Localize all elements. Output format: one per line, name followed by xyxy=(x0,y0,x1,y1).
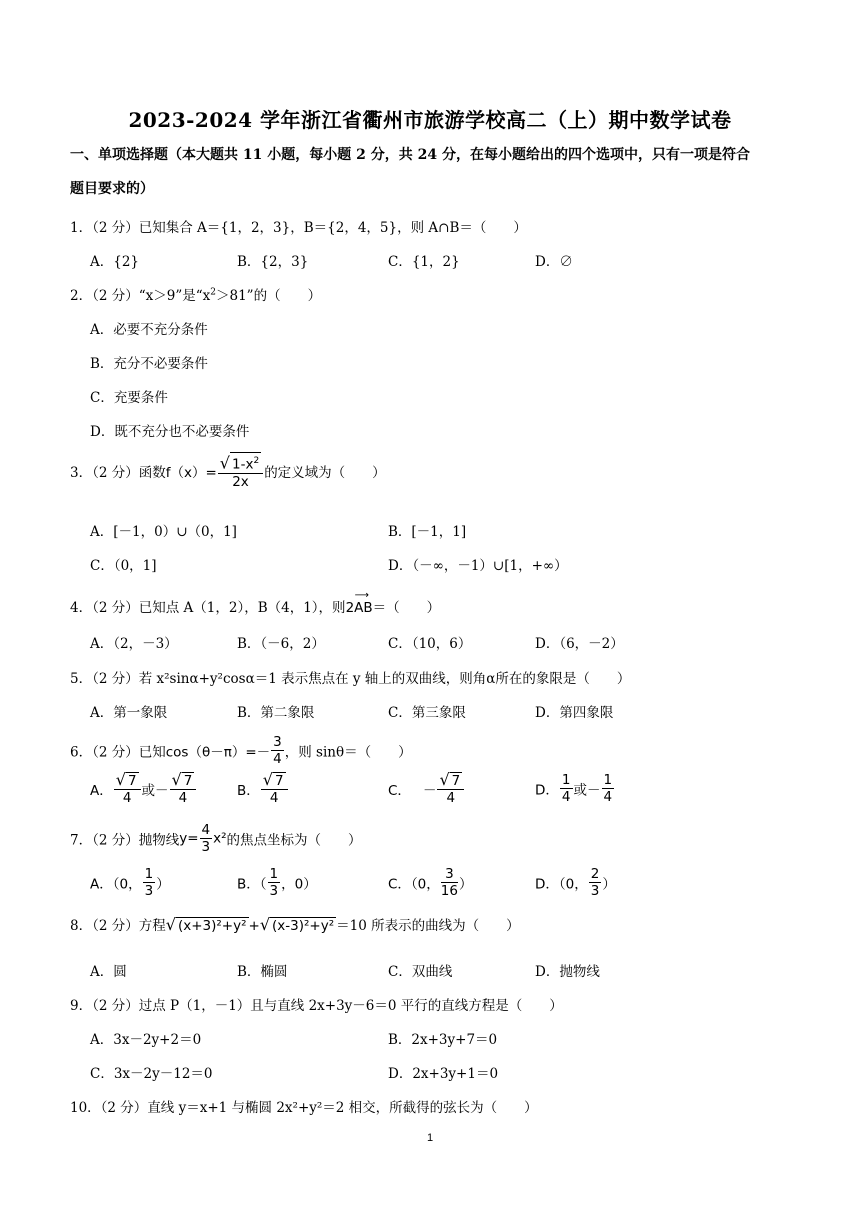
question-suffix: 的定义域为（ ） xyxy=(264,464,386,481)
option-c: C．3x－2y－12＝0 xyxy=(90,1066,213,1082)
option-a: A．第一象限 xyxy=(90,705,168,721)
option-d: D．第四象限 xyxy=(535,705,614,721)
vector-2ab: ⟶ 2AB xyxy=(345,590,373,616)
option-c: C．第三象限 xyxy=(388,705,466,721)
option-a: A．必要不充分条件 xyxy=(90,322,208,338)
option-c: C．充要条件 xyxy=(90,390,168,406)
exam-title: 2023-2024 学年浙江省衢州市旅游学校高二（上）期中数学试卷 xyxy=(128,108,732,132)
question-number: 1．（2 分） xyxy=(70,220,139,236)
question-text-b: ＞81”的（ ） xyxy=(216,288,322,304)
radicand: 1-x xyxy=(232,456,254,473)
option-b: B．椭圆 xyxy=(237,964,288,980)
question-5 xyxy=(70,667,630,687)
fraction: $\frac{4}{3}$ xyxy=(201,822,211,855)
question-text: 若 x²sinα+y²cosα＝1 表示焦点在 y 轴上的双曲线，则角α所在的象限是（ ） xyxy=(138,671,631,687)
question-text-a: “x＞9”是“x xyxy=(138,288,211,304)
page-number: 1 xyxy=(426,1132,434,1144)
question-suffix: ＝10 所表示的曲线为（ ） xyxy=(336,918,520,934)
option-a: A．圆 xyxy=(90,964,127,980)
option-c: C．（0，1] xyxy=(90,558,157,574)
question-number: 8．（2 分） xyxy=(70,918,139,934)
question-text: 直线 y＝x+1 与椭圆 2x²+y²＝2 相交，所截得的弦长为（ ） xyxy=(147,1100,538,1116)
question-1 xyxy=(70,216,527,236)
section-heading xyxy=(70,138,800,206)
question-7: 7．（2 分）抛物线y= $\frac{4}{3}$ x²的焦点坐标为（ ） xyxy=(70,822,362,855)
option-b: B．2x+3y+7＝0 xyxy=(388,1032,498,1048)
question-number: 7．（2 分） xyxy=(70,832,139,849)
question-number: 6．（2 分） xyxy=(70,744,139,761)
option-c: C．双曲线 xyxy=(388,964,453,980)
option-b: B．充分不必要条件 xyxy=(90,356,208,372)
option-b: B． $\frac{√ 7}{4}$ xyxy=(237,772,289,806)
question-prefix: 函数 xyxy=(138,464,166,481)
option-c: C．{1，2} xyxy=(388,254,460,270)
sqrt-term-2: √ (x-3)²+y² xyxy=(259,915,335,934)
question-prefix: 已知 xyxy=(138,744,166,761)
option-d: D．（6，－2） xyxy=(535,636,624,652)
question-text: 已知集合 A＝{1，2，3}，B＝{2，4，5}，则 A∩B＝（ ） xyxy=(138,220,527,236)
option-c: C．（0， $\frac{3}{16}$ ） xyxy=(388,866,473,899)
section-heading-line2: 题目要求的） xyxy=(70,181,154,197)
question-number: 5．（2 分） xyxy=(70,671,139,687)
option-a: A．（0， $\frac{1}{3}$ ） xyxy=(90,866,170,899)
question-9 xyxy=(70,994,563,1014)
option-a: A．{2} xyxy=(90,254,140,270)
question-number: 3．（2 分） xyxy=(70,464,139,481)
option-c: C．（10，6） xyxy=(388,636,472,652)
option-d: D． $\frac{1}{4}$ 或－ $\frac{1}{4}$ xyxy=(535,772,613,805)
question-number: 2．（2 分） xyxy=(70,288,139,304)
question-2 xyxy=(70,284,321,304)
superscript: 2 xyxy=(210,287,216,298)
option-a: A．[－1，0）∪（0，1] xyxy=(90,524,237,540)
question-6 xyxy=(70,734,412,767)
question-10 xyxy=(70,1096,538,1116)
option-b: B．（－6，2） xyxy=(237,636,325,652)
cos-expression: cos（θ－π）=－ xyxy=(165,744,271,761)
option-a: A．3x－2y+2＝0 xyxy=(90,1032,202,1048)
question-suffix: 的焦点坐标为（ ） xyxy=(226,832,362,849)
vector-arrow-icon: ⟶ xyxy=(354,590,369,601)
question-4 xyxy=(70,590,441,616)
question-3 xyxy=(70,452,386,490)
question-prefix: 方程 xyxy=(138,918,166,934)
option-b: B．（ $\frac{1}{3}$ ，0） xyxy=(237,866,317,899)
question-number: 10．（2 分） xyxy=(70,1100,148,1116)
option-d: D．2x+3y+1＝0 xyxy=(388,1066,499,1082)
option-b: B．第二象限 xyxy=(237,705,315,721)
question-number: 4．（2 分） xyxy=(70,600,139,616)
question-text-a: 已知点 A（1，2），B（4，1），则 xyxy=(138,600,346,616)
section-heading-line1: 一、单项选择题（本大题共 11 小题，每小题 2 分，共 24 分，在每小题给出的四个选项中，只有一项是符合 xyxy=(70,147,750,163)
question-text-b: ＝（ ） xyxy=(372,600,441,616)
question-text: 过点 P（1，－1）且与直线 2x+3y－6＝0 平行的直线方程是（ ） xyxy=(138,998,563,1014)
option-d: D．（－∞，－1）∪[1，+∞） xyxy=(388,558,568,574)
option-c: C． － $\frac{√ 7}{4}$ xyxy=(388,772,465,806)
option-d: D．抛物线 xyxy=(535,964,600,980)
option-b: B．{2，3} xyxy=(237,254,309,270)
function-label: f（x）= xyxy=(165,464,217,481)
fraction: $\frac{3}{4}$ xyxy=(273,734,282,767)
fraction: $\frac{√ 1-x^2}{2x}$ xyxy=(218,452,263,490)
question-prefix: 抛物线 xyxy=(138,832,180,849)
option-d: D．（0， $\frac{2}{3}$ ） xyxy=(535,866,616,899)
option-d: D．∅ xyxy=(535,254,573,270)
option-a: A．（2，－3） xyxy=(90,636,178,652)
question-suffix: ，则 sinθ＝（ ） xyxy=(284,744,412,761)
question-number: 9．（2 分） xyxy=(70,998,139,1014)
option-d: D．既不充分也不必要条件 xyxy=(90,424,250,440)
option-b: B．[－1，1] xyxy=(388,524,467,540)
denominator: 2x xyxy=(232,473,249,490)
question-8: 8．（2 分）方程√ (x+3)²+y² +√ (x-3)²+y² ＝10 所表示的曲线为（ ） xyxy=(70,915,520,934)
option-a: A． $\frac{√ 7}{4}$ 或－ $\frac{√ 7}{4}$ xyxy=(90,772,197,806)
sqrt-term-1: √ (x+3)²+y² xyxy=(165,915,247,934)
